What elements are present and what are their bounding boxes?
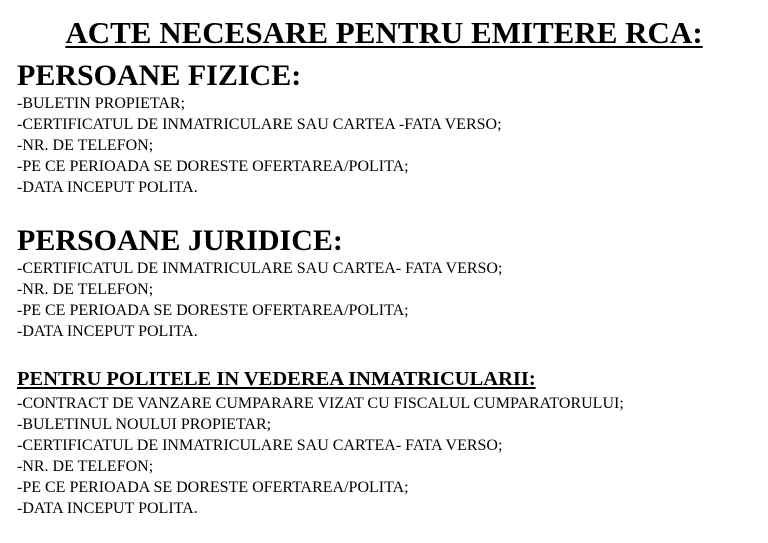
list-item: -CERTIFICATUL DE INMATRICULARE SAU CARTEA- FATA VERSO; — [17, 437, 503, 454]
list-item: -NR. DE TELEFON; — [17, 281, 154, 298]
list-item: -PE CE PERIOADA SE DORESTE OFERTAREA/POLITA; — [17, 302, 409, 319]
list-item: -BULETINUL NOULUI PROPIETAR; — [17, 416, 272, 433]
list-item: -CONTRACT DE VANZARE CUMPARARE VIZAT CU FISCALUL CUMPARATORULUI; — [17, 395, 624, 412]
section-heading-persoane-fizice: PERSOANE FIZICE: — [17, 59, 302, 92]
document-title: ACTE NECESARE PENTRU EMITERE RCA: — [65, 15, 703, 50]
list-item: -DATA INCEPUT POLITA. — [17, 323, 198, 340]
list-item: -DATA INCEPUT POLITA. — [17, 179, 198, 196]
list-item: -CERTIFICATUL DE INMATRICULARE SAU CARTEA -FATA VERSO; — [17, 116, 502, 133]
section-heading-inmatriculare: PENTRU POLITELE IN VEDEREA INMATRICULARII: — [17, 368, 536, 390]
list-item: -PE CE PERIOADA SE DORESTE OFERTAREA/POLITA; — [17, 479, 409, 496]
list-item: -NR. DE TELEFON; — [17, 137, 154, 154]
list-item: -NR. DE TELEFON; — [17, 458, 154, 475]
list-item: -CERTIFICATUL DE INMATRICULARE SAU CARTEA- FATA VERSO; — [17, 260, 503, 277]
section-list-persoane-juridice — [17, 258, 502, 342]
section-list-persoane-fizice — [17, 93, 502, 198]
list-item: -PE CE PERIOADA SE DORESTE OFERTAREA/POLITA; — [17, 158, 409, 175]
list-item: -DATA INCEPUT POLITA. — [17, 500, 198, 517]
list-item: -BULETIN PROPIETAR; — [17, 95, 186, 112]
section-heading-persoane-juridice: PERSOANE JURIDICE: — [17, 224, 343, 257]
section-list-inmatriculare — [17, 393, 624, 519]
